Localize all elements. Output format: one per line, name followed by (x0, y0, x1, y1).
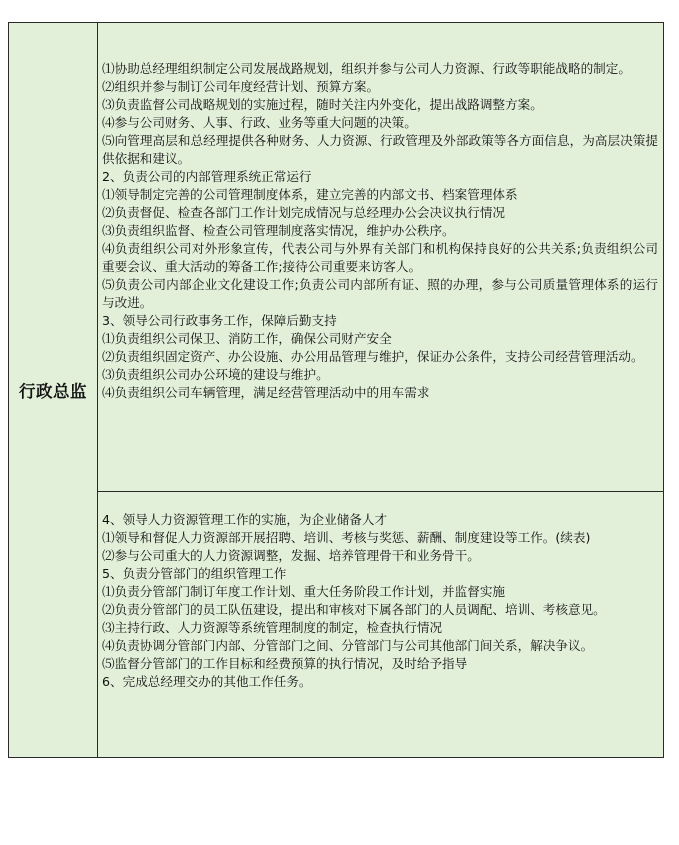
duty-line: ⑵负责督促、检查各部门工作计划完成情况与总经理办公会决议执行情况 (102, 205, 505, 220)
role-cell (9, 23, 98, 757)
duty-line: ⑷负责协调分管部门内部、分管部门之间、分管部门与公司其他部门间关系，解决争议。 (102, 638, 594, 653)
duty-line: ⑶负责监督公司战略规划的实施过程，随时关注内外变化，提出战路调整方案。 (102, 97, 543, 112)
duty-table (8, 22, 664, 758)
duties-bottom-block (98, 511, 663, 691)
page-break-divider (98, 491, 663, 492)
duty-line: ⑴领导制定完善的公司管理制度体系，建立完善的内部文书、档案管理体系 (102, 187, 518, 202)
duty-line: ⑶负责组织公司办公环境的建设与维护。 (102, 367, 329, 382)
duty-line: ⑸负责公司内部企业文化建设工作;负责公司内部所有证、照的办理，参与公司质量管理体系的运行与改进。 (102, 277, 658, 310)
duty-line: ⑷负责组织公司车辆管理，满足经营管理活动中的用车需求 (102, 385, 430, 400)
duties-column (98, 23, 663, 757)
duty-line: ⑵参与公司重大的人力资源调整，发掘、培养管理骨干和业务骨干。 (102, 548, 480, 563)
duty-line: ⑴负责分管部门制订年度工作计划、重大任务阶段工作计划，并监督实施 (102, 584, 505, 599)
duty-line: ⑴领导和督促人力资源部开展招聘、培训、考核与奖惩、薪酬、制度建设等工作。(续表) (102, 530, 591, 545)
duty-section-heading: 6、完成总经理交办的其他工作任务。 (102, 674, 312, 689)
duty-section-heading: 4、领导人力资源管理工作的实施，为企业储备人才 (102, 512, 388, 527)
duty-line: ⑴协助总经理组织制定公司发展战路规划，组织并参与公司人力资源、行政等职能战略的制定。 (102, 61, 631, 76)
duty-line: ⑶负责组织监督、检查公司管理制度落实情况，维护办公秩序。 (102, 223, 455, 238)
duty-line: ⑵负责分管部门的员工队伍建设，提出和审核对下属各部门的人员调配、培训、考核意见。 (102, 602, 606, 617)
duty-section-heading: 5、负责分管部门的组织管理工作 (102, 566, 287, 581)
duty-line: ⑴负责组织公司保卫、消防工作，确保公司财产安全 (102, 331, 392, 346)
duty-line: ⑵组织并参与制订公司年度经营计划、预算方案。 (102, 79, 380, 94)
duty-section-heading: 2、负责公司的内部管理系统正常运行 (102, 169, 312, 184)
duty-line: ⑶主持行政、人力资源等系统管理制度的制定，检查执行情况 (102, 620, 443, 635)
duties-top-block (98, 60, 663, 402)
role-title: 行政总监 (19, 382, 87, 401)
duty-line: ⑸监督分管部门的工作目标和经费预算的执行情况，及时给予指导 (102, 656, 468, 671)
duty-line: ⑷参与公司财务、人事、行政、业务等重大问题的决策。 (102, 115, 417, 130)
duty-line: ⑵负责组织固定资产、办公设施、办公用品管理与维护，保证办公条件，支持公司经营管理活动。 (102, 349, 644, 364)
duty-line: ⑸向管理高层和总经理提供各种财务、人力资源、行政管理及外部政策等各方面信息，为高层决策提供依据和建议。 (102, 133, 658, 166)
duty-section-heading: 3、领导公司行政事务工作，保障后勤支持 (102, 313, 337, 328)
duty-line: ⑷负责组织公司对外形象宣传，代表公司与外界有关部门和机构保持良好的公共关系;负责组织公司重要会议、重大活动的筹备工作;接待公司重要来访客人。 (102, 241, 658, 274)
